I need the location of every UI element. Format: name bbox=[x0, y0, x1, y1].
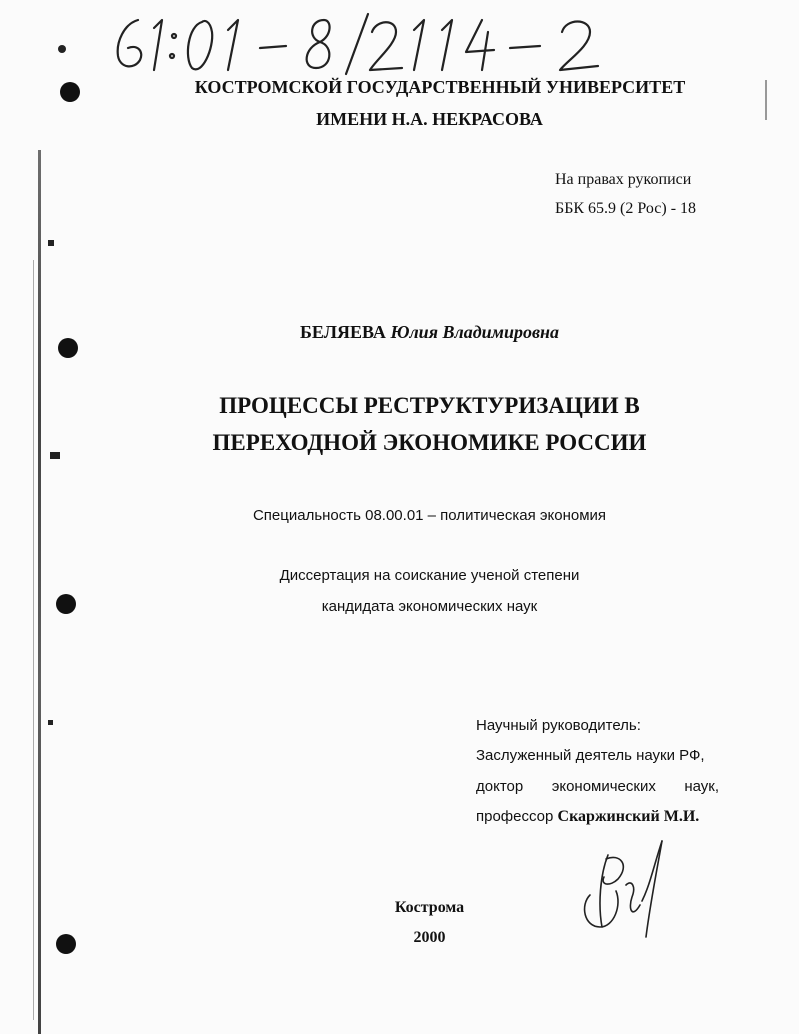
supervisor-title: профессор bbox=[476, 808, 554, 825]
publication-city: Кострома bbox=[394, 899, 465, 916]
dissertation-title-line1: ПРОЦЕССЫ РЕСТРУКТУРИЗАЦИИ В bbox=[219, 393, 640, 418]
supervisor-name: Скаржинский М.И. bbox=[557, 808, 700, 825]
author-given-names: Юлия Владимировна bbox=[390, 322, 560, 342]
supervisor-honor: Заслуженный деятель науки РФ, bbox=[476, 747, 705, 764]
supervisor-label: Научный руководитель: bbox=[476, 717, 641, 734]
specialty-line: Специальность 08.00.01 – политическая экономия bbox=[252, 507, 607, 524]
author-name bbox=[30, 322, 799, 343]
supervisor-position bbox=[476, 808, 719, 826]
manuscript-rights-note: На правах рукописи bbox=[555, 171, 692, 188]
degree-statement-line2: кандидата экономических наук bbox=[321, 598, 538, 615]
dissertation-title-line2: ПЕРЕХОДНОЙ ЭКОНОМИКЕ РОССИИ bbox=[212, 430, 647, 455]
supervisor-degree-word: наук, bbox=[684, 778, 719, 795]
author-surname: БЕЛЯЕВА bbox=[299, 322, 386, 342]
publication-year: 2000 bbox=[413, 929, 446, 946]
university-name-line1: КОСТРОМСКОЙ ГОСУДАРСТВЕННЫЙ УНИВЕРСИТЕТ bbox=[194, 77, 686, 97]
scan-speck bbox=[58, 45, 66, 53]
degree-statement-line1: Диссертация на соискание ученой степени bbox=[279, 567, 580, 584]
scan-speck bbox=[48, 240, 54, 246]
supervisor-degree-word: доктор bbox=[476, 778, 524, 795]
bbk-classification: ББК 65.9 (2 Рос) - 18 bbox=[555, 200, 697, 217]
scan-speck bbox=[48, 720, 53, 725]
university-name-line2: ИМЕНИ Н.А. НЕКРАСОВА bbox=[316, 109, 543, 129]
supervisor-degree-word: экономических bbox=[551, 778, 656, 795]
handwritten-signature bbox=[570, 835, 680, 940]
handwritten-archive-code bbox=[110, 8, 630, 78]
supervisor-degree bbox=[476, 778, 719, 795]
